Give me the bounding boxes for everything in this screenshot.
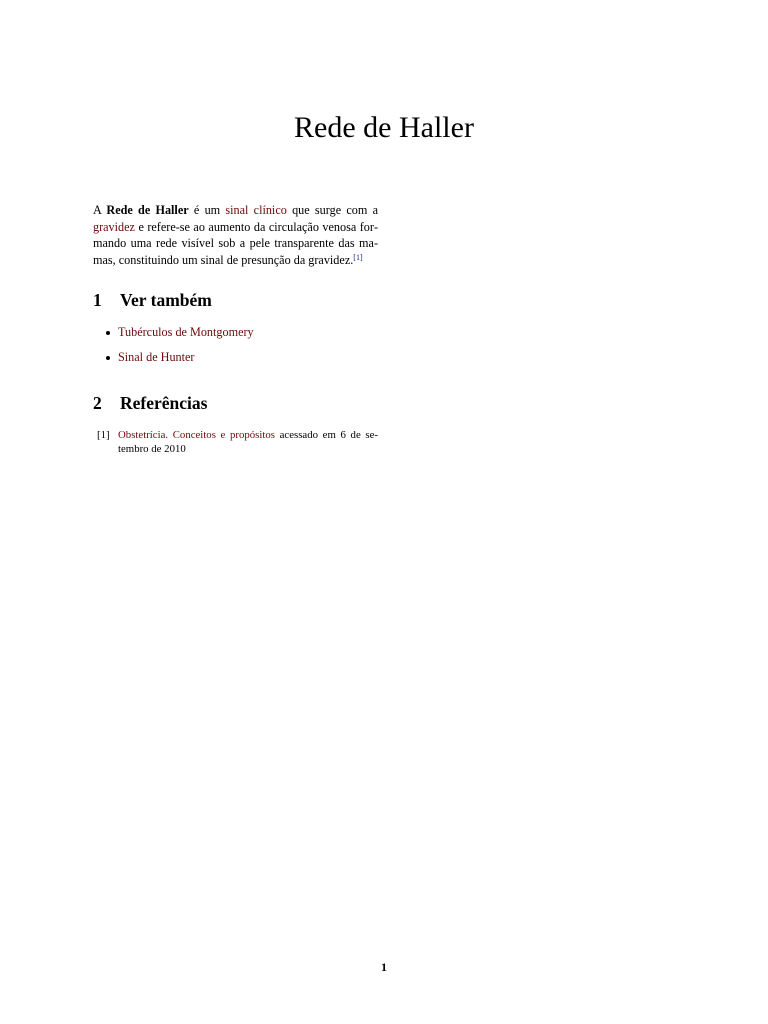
list-item — [93, 324, 378, 349]
section-number: 2 — [93, 393, 102, 413]
reference-item — [93, 428, 378, 456]
references-list — [93, 428, 378, 456]
list-item — [93, 349, 378, 374]
link-sinal-de-hunter[interactable]: Sinal de Hunter — [118, 350, 195, 364]
intro-text-1: é um — [188, 203, 226, 217]
section-number: 1 — [93, 290, 102, 310]
link-tuberculos-montgomery[interactable]: Tubérculos de Montgomery — [118, 325, 254, 339]
link-sinal-clinico[interactable]: sinal clínico — [225, 203, 287, 217]
page-number: 1 — [381, 960, 387, 974]
section-heading-referencias — [93, 392, 207, 414]
intro-text-3: e refere-se ao aumento da circulação venosa formando uma rede visível sob a pele transparente das mamas, constituindo um sinal de presunção da gravidez. — [93, 219, 378, 267]
reference-text: acessado em 6 de setembro de 2010 — [118, 429, 378, 455]
bullet-icon — [106, 356, 110, 360]
intro-term: Rede de Haller — [106, 203, 189, 217]
reference-number: [1] — [97, 429, 110, 441]
footnote-ref-1[interactable]: [1] — [353, 252, 363, 262]
reference-link[interactable]: Obstetrícia. Conceitos e propósitos — [118, 429, 275, 441]
section-heading-ver-tambem — [93, 289, 212, 311]
page-title: Rede de Haller — [294, 111, 474, 144]
intro-paragraph — [93, 202, 378, 268]
see-also-list — [93, 324, 378, 374]
intro-text-2: que surge com a — [286, 203, 378, 217]
section-title: Referências — [120, 393, 208, 413]
section-title: Ver também — [120, 290, 212, 310]
link-gravidez[interactable]: gravidez — [93, 219, 135, 234]
intro-lead: A — [93, 203, 107, 217]
bullet-icon — [106, 331, 110, 335]
